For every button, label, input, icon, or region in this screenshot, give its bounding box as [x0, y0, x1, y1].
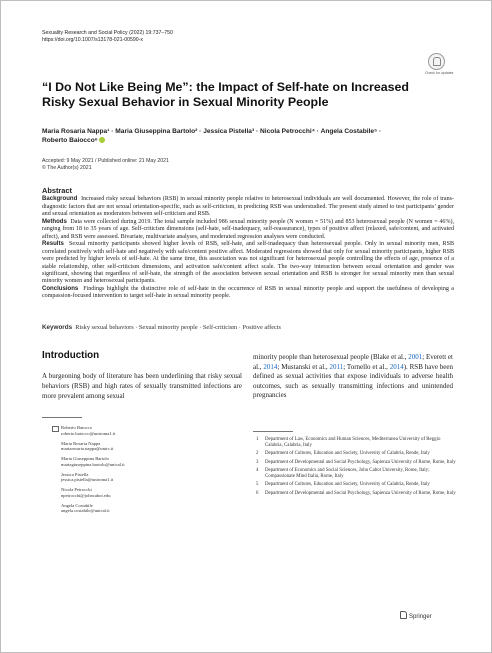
copyright: © The Author(s) 2021: [42, 165, 92, 171]
keywords: [42, 324, 454, 332]
affiliation-item: 6 Department of Developmental and Social Psychology, Sapienza University of Rome, Rome, Italy: [256, 490, 456, 496]
contact-email[interactable]: mariagiuseppina.bartolo@unical.it: [61, 461, 125, 467]
contact-entry: Nicola Petrocchi npetrocchi@johncabot.edu: [52, 487, 237, 498]
keywords-label: Keywords: [42, 324, 73, 331]
footnote-divider-left: [42, 417, 82, 418]
article-title: “I Do Not Like Being Me”: the Impact of Self-hate on Increased Risky Sexual Behavior in Sexual Minority People: [42, 80, 409, 109]
springer-horse-icon: [400, 611, 407, 619]
publisher-logo: [400, 611, 432, 620]
contact-email[interactable]: npetrocchi@johncabot.edu: [61, 492, 111, 498]
contact-email[interactable]: roberto.baiocco@uniroma1.it: [61, 430, 116, 436]
affiliation-item: 2 Department of Cultures, Education and Society, University of Calabria, Rende, Italy: [256, 451, 430, 457]
affiliation-item: 4 Department of Economics and Social Sciences, John Cabot University, Rome, Italy; Compassionate Mind Italia, Rome, Italy: [256, 467, 430, 480]
accepted-published: Accepted: 9 May 2021 / Published online: 21 May 2021: [42, 158, 169, 164]
abstract: [42, 187, 454, 301]
citation-link[interactable]: 2014: [389, 362, 404, 371]
envelope-icon: [52, 426, 59, 432]
introduction-heading: Introduction: [42, 350, 100, 361]
contact-list: [52, 425, 237, 518]
author-list: [42, 127, 462, 145]
contact-email[interactable]: mariarosaria.nappa@unirc.it: [61, 446, 114, 452]
publisher-name: Springer: [409, 614, 432, 620]
citation-link[interactable]: 2014: [263, 362, 278, 371]
intro-column-1: A burgeoning body of literature has been underlining that risky sexual behaviors (RSB) and high rates of sexually transmitted infections are more prevalent among sexual: [42, 372, 242, 400]
citation-link[interactable]: 2011: [329, 362, 344, 371]
abstract-heading: Abstract: [42, 186, 72, 195]
contact-entry: Angela Costabile angela.costabile@unical.it: [52, 503, 237, 514]
badge-caption: Check for updates: [425, 71, 454, 75]
contact-entry: Jessica Pistella jessica.pistella@uniroma1.it: [52, 472, 237, 483]
authors-line-1: Maria Rosaria Nappa¹ · Maria Giuseppina Bartolo² · Jessica Pistella³ · Nicola Petrocchi⁴ · Angela Costabile⁵ ·: [42, 128, 382, 135]
contact-entry: Maria Rosaria Nappa mariarosaria.nappa@unirc.it: [52, 441, 237, 452]
affiliation-item: 3 Department of Developmental and Social Psychology, Sapienza University of Rome, Rome, Italy: [256, 459, 456, 465]
keywords-text: Risky sexual behaviors · Sexual minority people · Self-criticism · Positive affects: [75, 324, 281, 331]
check-for-updates-badge[interactable]: [425, 53, 454, 75]
contact-entry: Roberto Baiocco roberto.baiocco@uniroma1.it: [52, 425, 237, 436]
affiliation-item: 1 Department of Law, Economics and Human Sciences, Mediterranea University of Reggio Calabria, Calabria, Italy: [256, 437, 441, 449]
authors-line-2: Roberto Baiocco⁶: [42, 137, 98, 144]
intro-column-2: minority people than heterosexual people (Blake et al., 2001; Everett et al., 2014; Mustanski et al., 2011; Tornello et al., 2014). RSB have been defined as sexual activities that expose individuals to adverse health outcomes, such as sexually transmitting infections and unintended pregnancies: [253, 353, 453, 400]
contact-email[interactable]: angela.costabile@unical.it: [61, 508, 110, 514]
journal-header: [42, 30, 173, 44]
abstract-conclusions: Conclusions Findings highlight the distinctive role of self-hate in the occurrence of RSB in sexual minority people and support the usefulness of developing a compassion-focused intervention to target self-hate in sexual minority people.: [42, 285, 454, 300]
contact-email[interactable]: jessica.pistella@uniroma1.it: [61, 477, 114, 483]
doi-link[interactable]: https://doi.org/10.1007/s13178-021-00590-x: [42, 37, 143, 43]
abstract-background: Background Increased risky sexual behaviors (RSB) in sexual minority people relative to heterosexual individuals are well documented. However, the role of trans-diagnostic factors that are not sexual orientation-specific, such as self-criticism, in predicting RSB was understudied. The present study aimed to test participants’ gender and sexual orientation as moderators between self-criticism and RSB.: [42, 196, 454, 218]
check-for-updates-icon: [428, 53, 445, 70]
publication-dates: [42, 158, 169, 172]
contact-entry: Maria Giuseppina Bartolo mariagiuseppina.bartolo@unical.it: [52, 456, 237, 467]
affiliation-list: [256, 437, 456, 499]
citation-link[interactable]: 2001: [408, 353, 423, 361]
abstract-results: Results Sexual minority participants showed higher levels of RSB, self-hate, and self-inadequacy than heterosexual people. Only in sexual minority men, RSB correlated positively with self-hate and negatively with safe/content positive affect. Moderated regressions showed that only for sexual minority participants, higher RSB were predicted by higher levels of self-hate. At the same time, this association was not significant for heterosexual people controlling the effects of age, presence of a stable relationship, other self-criticism dimensions, and activation safe/content affect scale. The two-way interaction between sexual orientation and gender was significant, showing that regardless of self-hate, the strength of the association between sexual orientation and RSB is stronger for sexual minority men than sexual minority women and heterosexual participants.: [42, 241, 454, 285]
orcid-icon[interactable]: [99, 137, 105, 143]
footnote-divider-right: [253, 431, 293, 432]
journal-name: Sexuality Research and Social Policy (2022) 19:737–750: [42, 30, 173, 36]
affiliation-item: 5 Department of Cultures, Education and Society, University of Calabria, Rende, Italy: [256, 482, 430, 488]
abstract-methods: Methods Data were collected during 2019. The total sample included 986 sexual minority people (N women = 51%) and 853 heterosexual people (N women = 46%), ranging from 18 to 35 years of age. Self-criticism dimensions (self-hate, self-inadequacy, self-reassurance), types of positive affect (relaxed, safe/content, and activated affect), and RSB were assessed. Bivariate, multivariate analyses, and moderated regression analyses were conducted.: [42, 218, 454, 240]
